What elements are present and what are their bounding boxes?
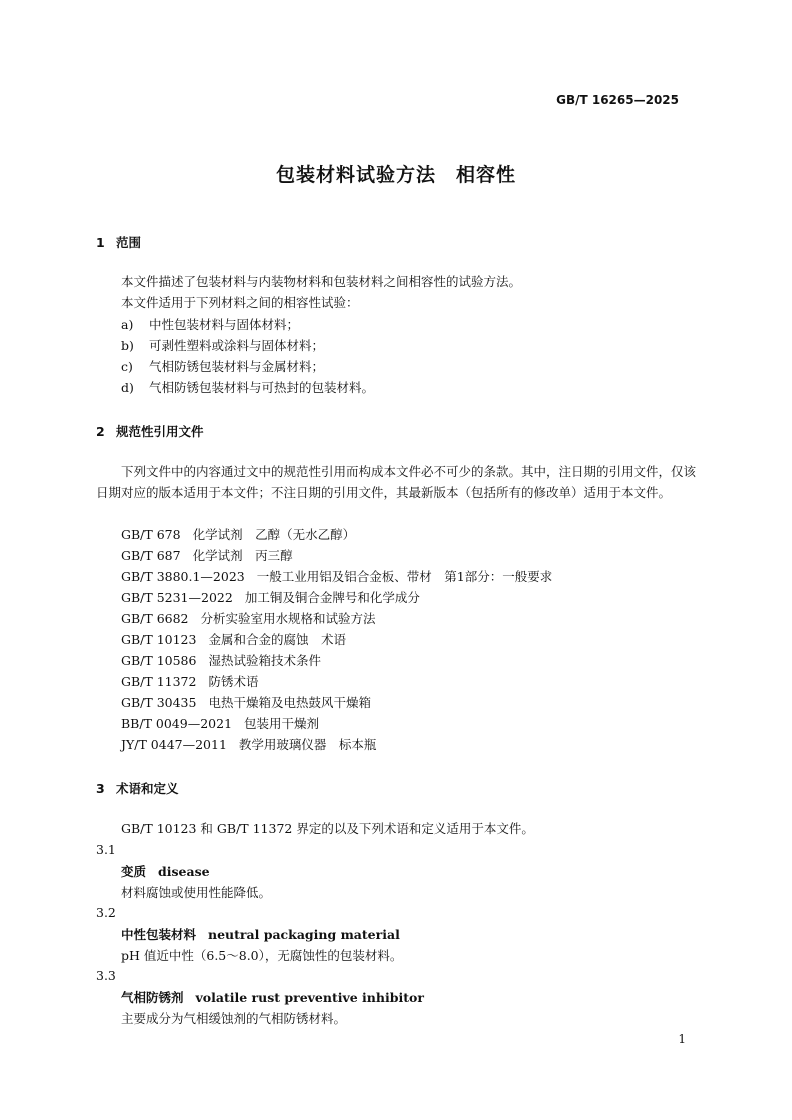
- section-number: 1: [96, 235, 105, 250]
- reference-code: GB/T 687: [121, 548, 181, 563]
- term-heading: [121, 925, 400, 943]
- reference-item: [121, 693, 371, 711]
- reference-title: 教学用玻璃仪器 标本瓶: [238, 737, 377, 752]
- section-3-heading: [96, 779, 179, 797]
- term-number: 3.1: [96, 842, 116, 857]
- reference-item: [121, 735, 376, 753]
- term-number: 3.3: [96, 968, 116, 983]
- list-text: 中性包装材料与固体材料；: [149, 317, 300, 332]
- list-text: 气相防锈包装材料与金属材料；: [149, 359, 325, 374]
- term-en: volatile rust preventive inhibitor: [195, 990, 424, 1005]
- reference-item: [121, 672, 258, 690]
- reference-code: GB/T 6682: [121, 611, 189, 626]
- section-number: 2: [96, 424, 105, 439]
- term-cn: 中性包装材料: [121, 927, 197, 942]
- scope-paragraph: 本文件描述了包装材料与内装物材料和包装材料之间相容性的试验方法。: [121, 274, 522, 289]
- reference-code: GB/T 10123: [121, 632, 197, 647]
- scope-list-item: [121, 315, 299, 333]
- reference-item: [121, 714, 319, 732]
- reference-title: 化学试剂 丙三醇: [192, 548, 293, 563]
- term-definition: 材料腐蚀或使用性能降低。: [121, 885, 272, 900]
- section-title: 范围: [116, 235, 142, 250]
- scope-list-item: [121, 357, 324, 375]
- reference-item: [121, 567, 552, 585]
- reference-item: [121, 630, 346, 648]
- reference-title: 电热干燥箱及电热鼓风干燥箱: [208, 695, 371, 710]
- reference-title: 加工铜及铜合金牌号和化学成分: [244, 590, 420, 605]
- reference-title: 金属和合金的腐蚀 术语: [208, 632, 346, 647]
- term-en: neutral packaging material: [208, 927, 400, 942]
- normative-intro: 下列文件中的内容通过文中的规范性引用而构成本文件必不可少的条款。其中，注日期的引用文件，仅该日期对应的版本适用于本文件；不注日期的引用文件，其最新版本（包括所有的修改单）适用于本文件。: [96, 464, 697, 500]
- reference-code: GB/T 3880.1—2023: [121, 569, 245, 584]
- term-heading: [121, 862, 210, 880]
- list-marker: d): [121, 380, 134, 395]
- list-marker: b): [121, 338, 134, 353]
- term-en: disease: [158, 864, 210, 879]
- reference-item: [121, 525, 355, 543]
- scope-list-item: [121, 336, 324, 354]
- reference-code: GB/T 5231—2022: [121, 590, 233, 605]
- reference-code: GB/T 678: [121, 527, 181, 542]
- reference-code: GB/T 10586: [121, 653, 197, 668]
- term-definition: pH 值近中性（6.5～8.0），无腐蚀性的包装材料。: [121, 948, 403, 963]
- page-number: 1: [678, 1032, 686, 1046]
- term-cn: 气相防锈剂: [121, 990, 184, 1005]
- reference-title: 化学试剂 乙醇（无水乙醇）: [192, 527, 356, 542]
- list-text: 气相防锈包装材料与可热封的包装材料。: [149, 380, 375, 395]
- term-cn: 变质: [121, 864, 147, 879]
- section-2-heading: [96, 422, 204, 440]
- section-1-heading: [96, 233, 141, 251]
- reference-code: GB/T 11372: [121, 674, 197, 689]
- standard-code: GB/T 16265—2025: [556, 93, 679, 107]
- reference-title: 一般工业用铝及铝合金板、带材 第1部分：一般要求: [256, 569, 553, 584]
- term-heading: [121, 988, 424, 1006]
- reference-code: GB/T 30435: [121, 695, 197, 710]
- terms-intro: GB/T 10123 和 GB/T 11372 界定的以及下列术语和定义适用于本文件。: [121, 821, 534, 836]
- reference-code: BB/T 0049—2021: [121, 716, 233, 731]
- reference-title: 湿热试验箱技术条件: [208, 653, 321, 668]
- reference-item: [121, 651, 321, 669]
- reference-item: [121, 609, 376, 627]
- list-marker: c): [121, 359, 133, 374]
- section-title: 规范性引用文件: [116, 424, 204, 439]
- list-text: 可剥性塑料或涂料与固体材料；: [149, 338, 325, 353]
- section-number: 3: [96, 781, 105, 796]
- reference-item: [121, 546, 293, 564]
- reference-title: 防锈术语: [208, 674, 259, 689]
- reference-item: [121, 588, 420, 606]
- reference-title: 包装用干燥剂: [244, 716, 320, 731]
- reference-title: 分析实验室用水规格和试验方法: [200, 611, 376, 626]
- list-marker: a): [121, 317, 134, 332]
- reference-code: JY/T 0447—2011: [121, 737, 227, 752]
- scope-list-item: [121, 378, 374, 396]
- term-definition: 主要成分为气相缓蚀剂的气相防锈材料。: [121, 1011, 347, 1026]
- document-title: 包装材料试验方法 相容性: [275, 164, 516, 186]
- term-number: 3.2: [96, 905, 116, 920]
- scope-paragraph: 本文件适用于下列材料之间的相容性试验：: [121, 295, 359, 310]
- section-title: 术语和定义: [116, 781, 179, 796]
